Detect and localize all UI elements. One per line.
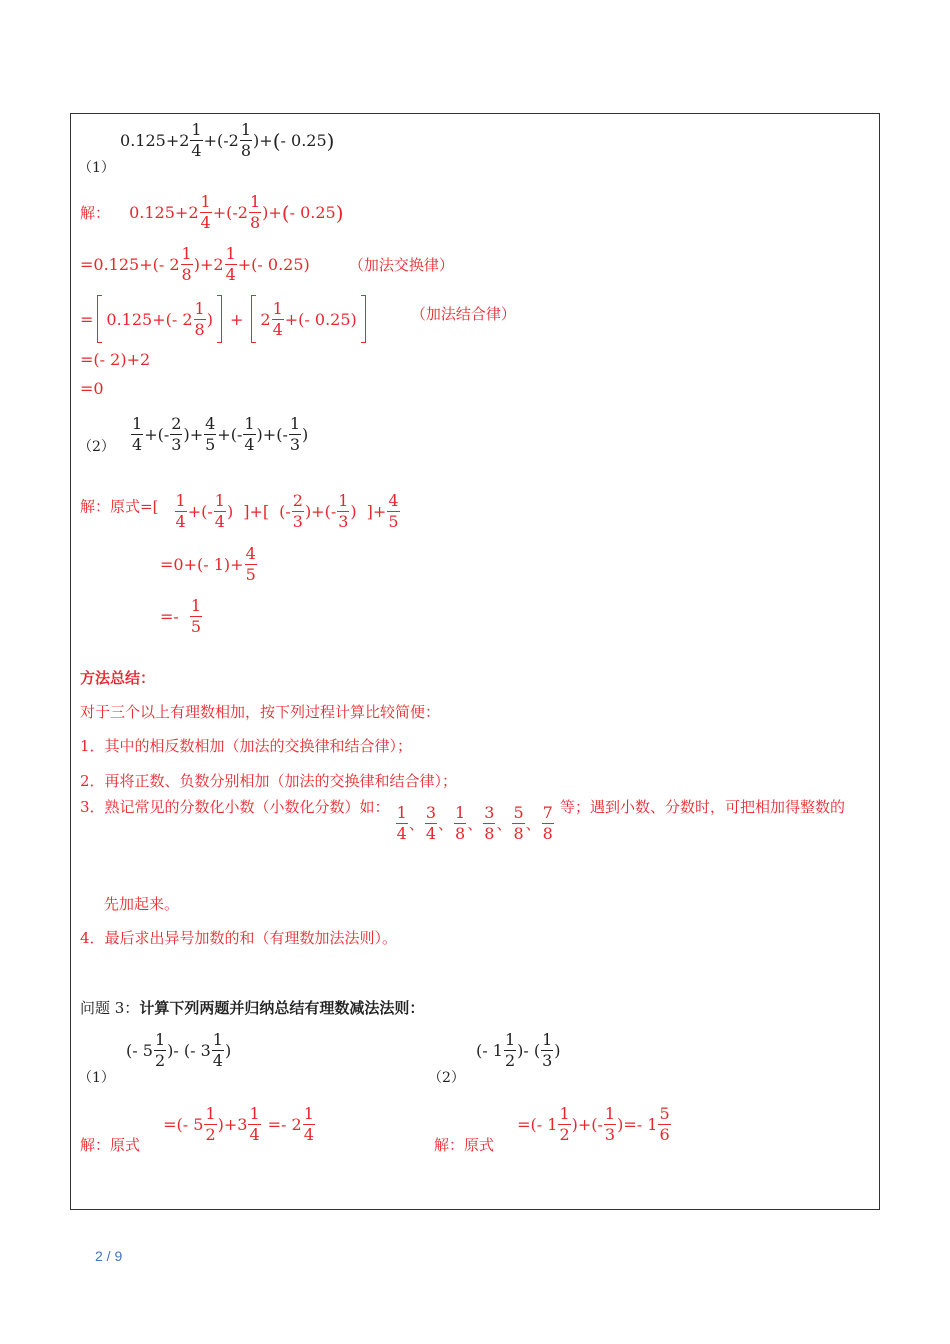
fraction: $\frac{5}{6}$ xyxy=(659,1104,670,1144)
solution-1-line-4: =(- 2)+2 xyxy=(80,350,151,369)
fraction: $\frac{1}{3}$ xyxy=(289,414,301,454)
operator: + xyxy=(259,131,273,150)
problem-2-label: （2） xyxy=(78,439,115,455)
fraction: $\frac{1}{4}$ xyxy=(249,1104,260,1144)
question-3-title: 计算下列两题并归纳总结有理数减法法则： xyxy=(139,999,425,1017)
question-3-solution-1: 解：原式 =(- 5 $\frac{1}{2}$ )+3 $\frac{1}{4}$ =- 2 $\frac{1}{4}$ xyxy=(80,1104,314,1154)
solution-1-line-1: 解： 0.125 + 2 $\frac{1}{4}$ +(- 2 $\frac{1}{8}$ )+ ( - 0.25 ) xyxy=(80,192,344,232)
problem-1-label: （1） xyxy=(78,160,115,176)
separator: 、 xyxy=(496,815,512,833)
fraction: $\frac{1}{8}$ xyxy=(240,120,252,160)
term: 2 xyxy=(228,131,239,150)
fraction: $\frac{1}{4}$ xyxy=(303,1104,314,1144)
fraction: $\frac{1}{8}$ xyxy=(181,244,192,284)
question-3-problem-2: （2） (- 1 $\frac{1}{2}$ )- ( $\frac{1}{3}$ ) xyxy=(428,1030,561,1086)
separator: 、 xyxy=(525,815,541,833)
solution-lead: 解：原式=[ xyxy=(80,497,159,516)
fraction: $\frac{1}{4}$ xyxy=(200,192,211,232)
fraction: $\frac{1}{5}$ xyxy=(190,596,201,636)
fraction: $\frac{1}{8}$ xyxy=(249,192,261,232)
summary-title: 方法总结： xyxy=(80,669,156,687)
fraction: $\frac{1}{8}$ xyxy=(194,298,205,339)
fraction-example: $\frac{5}{8}$ xyxy=(513,803,524,843)
summary-item-2: 2．再将正数、负数分别相加（加法的交换律和结合律）； xyxy=(80,772,458,790)
problem-label: （2） xyxy=(428,1070,465,1086)
question-3-heading xyxy=(80,997,424,1018)
fraction: $\frac{1}{2}$ xyxy=(205,1104,216,1144)
separator: 、 xyxy=(438,815,454,833)
summary-item-3-text: 3．熟记常见的分数化小数（小数化分数）如： xyxy=(80,798,390,816)
fraction: $\frac{1}{2}$ xyxy=(504,1030,516,1070)
paren: ) xyxy=(253,131,260,150)
fraction-examples xyxy=(395,803,555,844)
fraction: $\frac{1}{3}$ xyxy=(604,1104,616,1144)
solution-1-line-5: =0 xyxy=(80,379,104,398)
term: - 0.25 xyxy=(280,131,327,150)
summary-item-4: 4．最后求出异号加数的和（有理数加法法则）。 xyxy=(80,929,398,947)
separator: 、 xyxy=(467,815,483,833)
fraction: $\frac{1}{3}$ xyxy=(542,1030,553,1070)
problem-1 xyxy=(78,120,335,176)
solution-1-line-2: =0.125 +(- 2 $\frac{1}{8}$ )+2 $\frac{1}{4}$ +(- 0.25) （加法交换律） xyxy=(80,244,454,284)
term: 2 xyxy=(179,131,190,150)
fraction: $\frac{1}{2}$ xyxy=(559,1104,570,1144)
fraction: $\frac{1}{3}$ xyxy=(338,491,349,531)
solution-2-line-1: 解：原式=[ $\frac{1}{4}$ +(- $\frac{1}{4}$ ) ]+[ (- $\frac{2}{3}$ )+(- $\frac{1}{3}$ ) ]+ $\frac{4}{5}$ xyxy=(80,491,399,531)
paren: ( xyxy=(272,128,281,153)
fraction: $\frac{1}{4}$ xyxy=(272,298,283,339)
fraction-example: $\frac{1}{4}$ xyxy=(396,803,407,843)
operator: +(- xyxy=(203,131,229,150)
summary-item-1: 1．其中的相反数相加（加法的交换律和结合律）； xyxy=(80,737,413,755)
fraction: $\frac{1}{4}$ xyxy=(132,414,143,454)
fraction-example: $\frac{1}{8}$ xyxy=(455,803,466,843)
fraction: $\frac{1}{4}$ xyxy=(175,491,186,531)
fraction: $\frac{1}{2}$ xyxy=(154,1030,166,1070)
solution-1-line-3: = 0.125 +(- 2 $\frac{1}{8}$ ) + 2 $\frac{1}{4}$ +(- 0.25) （加法结合律） xyxy=(80,295,516,343)
page-number: 2 / 9 xyxy=(95,1248,123,1264)
fraction: $\frac{1}{4}$ xyxy=(225,244,236,284)
paren: ) xyxy=(326,128,335,153)
summary-intro: 对于三个以上有理数相加，按下列过程计算比较简便： xyxy=(80,703,441,721)
fraction: $\frac{2}{3}$ xyxy=(171,414,182,454)
fraction: $\frac{4}{5}$ xyxy=(205,414,216,454)
problem-label: （1） xyxy=(78,1070,115,1086)
solution-2-line-3: =- $\frac{1}{5}$ xyxy=(160,596,201,636)
fraction: $\frac{1}{4}$ xyxy=(244,414,255,454)
summary-item-3-tail: 等；遇到小数、分数时，可把相加得整数的 xyxy=(559,798,845,816)
question-3-problem-1: （1） (- 5 $\frac{1}{2}$ )- (- 3 $\frac{1}{4}$ ) xyxy=(78,1030,232,1086)
solution-lead: 解：原式 xyxy=(434,1136,495,1154)
problem-2: （2） $\frac{1}{4}$ +(- $\frac{2}{3}$ )+ $\frac{4}{5}$ +(- $\frac{1}{4}$ )+(- $\frac{1}{3}$ ) xyxy=(78,414,309,455)
fraction: $\frac{1}{4}$ xyxy=(191,120,202,160)
solution-2-line-2: =0+(- 1)+ $\frac{4}{5}$ xyxy=(160,544,256,584)
operator: + xyxy=(165,131,180,150)
summary-item-3 xyxy=(80,798,845,844)
term: 0.125 xyxy=(120,131,166,150)
summary-item-3-cont: 先加起来。 xyxy=(104,895,180,913)
fraction: $\frac{2}{3}$ xyxy=(292,491,303,531)
solution-lead: 解：原式 xyxy=(80,1136,141,1154)
question-3-solution-2: 解：原式 =(- 1 $\frac{1}{2}$ )+(- $\frac{1}{3}$ )=- 1 $\frac{5}{6}$ xyxy=(434,1104,670,1154)
annotation: （加法交换律） xyxy=(348,256,454,274)
separator: 、 xyxy=(408,815,424,833)
fraction-example: $\frac{3}{4}$ xyxy=(425,803,437,843)
fraction: $\frac{1}{4}$ xyxy=(212,1030,223,1070)
solution-lead: 解： xyxy=(80,204,111,222)
question-3-prefix: 问题 3： xyxy=(80,999,140,1017)
fraction-example: $\frac{7}{8}$ xyxy=(542,803,553,843)
fraction: $\frac{4}{5}$ xyxy=(388,491,399,531)
fraction: $\frac{4}{5}$ xyxy=(245,544,256,584)
fraction-example: $\frac{3}{8}$ xyxy=(484,803,495,843)
annotation: （加法结合律） xyxy=(410,304,516,323)
fraction: $\frac{1}{4}$ xyxy=(214,491,225,531)
